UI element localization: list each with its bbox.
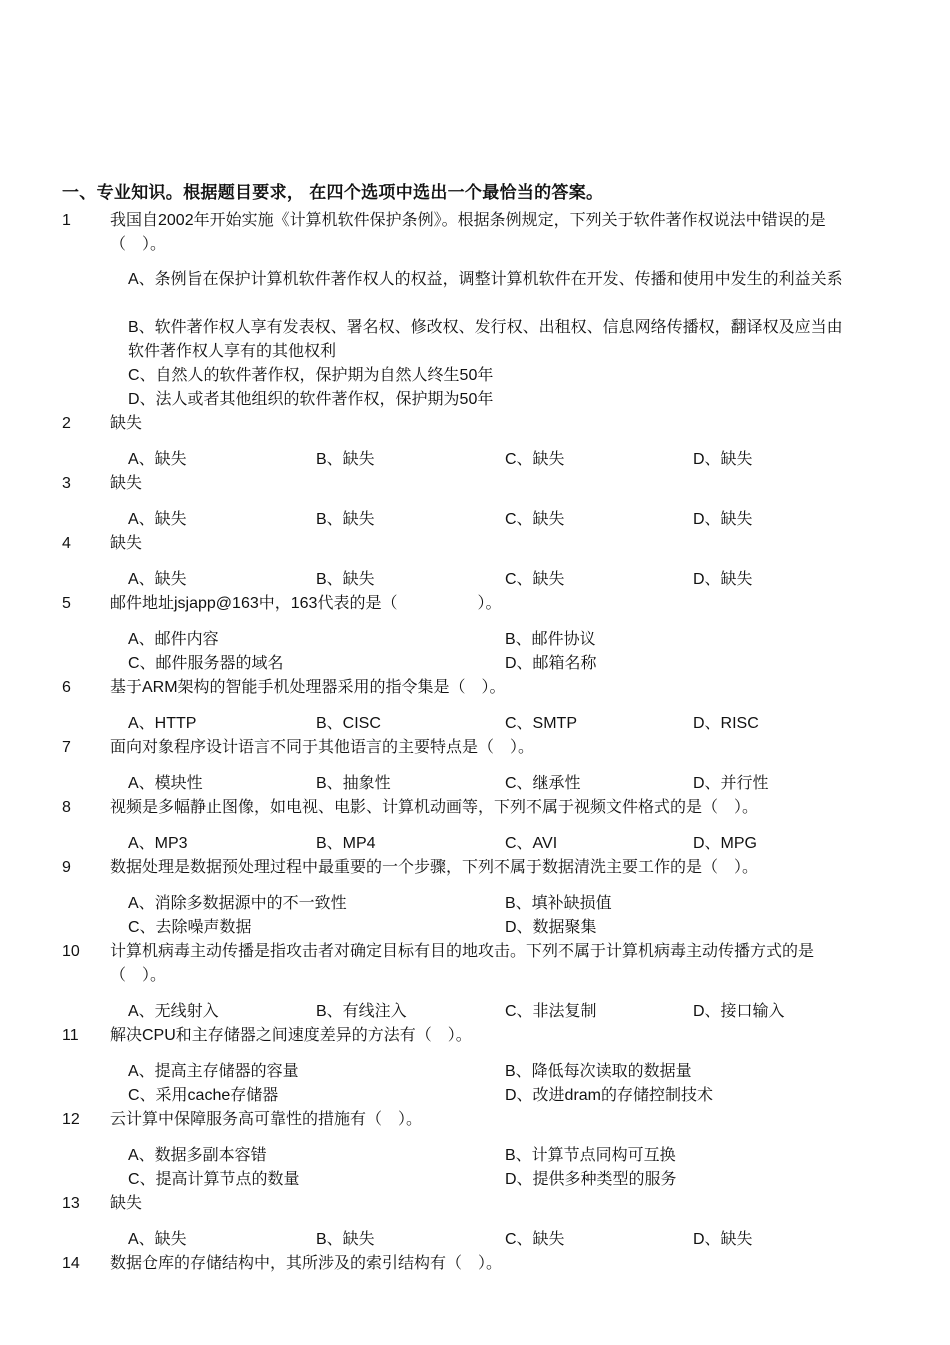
option-c: C、缺失 xyxy=(505,451,565,468)
option-b: B、邮件协议 xyxy=(505,631,596,648)
option-b: B、软件著作权人享有发表权、署名权、修改权、发行权、出租权、信息网络传播权，翻译权及应当由软件著作权人享有的其他权利 xyxy=(128,319,843,360)
option-a: A、无线射入 xyxy=(128,1003,219,1020)
option-c: C、SMTP xyxy=(505,715,578,732)
option-a: A、缺失 xyxy=(128,451,187,468)
option-b: B、抽象性 xyxy=(316,775,391,792)
option-c: C、缺失 xyxy=(505,1231,565,1248)
option-d: D、RISC xyxy=(693,715,759,732)
option-d: D、改进dram的存储控制技术 xyxy=(505,1087,714,1104)
question-number: 12 xyxy=(62,1111,80,1128)
option-d: D、MPG xyxy=(693,835,758,852)
option-c: C、采用cache存储器 xyxy=(128,1087,279,1104)
option-d: D、邮箱名称 xyxy=(505,655,597,672)
question-text: 视频是多幅静止图像，如电视、电影、计算机动画等，下列不属于视频文件格式的是（ ）。 xyxy=(110,799,759,816)
option-d: D、缺失 xyxy=(693,571,753,588)
question-number: 5 xyxy=(62,595,71,612)
option-d: D、缺失 xyxy=(693,451,753,468)
option-a: A、MP3 xyxy=(128,835,188,852)
question-text: 缺失 xyxy=(110,475,143,492)
option-d: D、并行性 xyxy=(693,775,769,792)
question-text: 数据仓库的存储结构中，其所涉及的索引结构有（ ）。 xyxy=(110,1255,503,1272)
section-heading: 一、专业知识。根据题目要求， 在四个选项中选出一个最恰当的答案。 xyxy=(62,183,604,202)
option-c: C、邮件服务器的域名 xyxy=(128,655,284,672)
question-text: 缺失 xyxy=(110,415,143,432)
question-number: 3 xyxy=(62,475,71,492)
option-b: B、计算节点同构可互换 xyxy=(505,1147,676,1164)
option-a: A、邮件内容 xyxy=(128,631,219,648)
option-a: A、缺失 xyxy=(128,1231,187,1248)
option-c: C、继承性 xyxy=(505,775,581,792)
question-number: 11 xyxy=(62,1027,79,1044)
option-b: B、缺失 xyxy=(316,1231,375,1248)
option-c: C、去除噪声数据 xyxy=(128,919,252,936)
question-number: 9 xyxy=(62,859,71,876)
option-c: C、AVI xyxy=(505,835,558,852)
question-number: 10 xyxy=(62,943,80,960)
question-text: 邮件地址jsjapp@163中，163代表的是（ ）。 xyxy=(110,595,502,612)
option-d: D、法人或者其他组织的软件著作权，保护期为50年 xyxy=(128,391,494,408)
option-a: A、模块性 xyxy=(128,775,203,792)
option-c: C、缺失 xyxy=(505,511,565,528)
question-number: 8 xyxy=(62,799,71,816)
question-number: 14 xyxy=(62,1255,80,1272)
option-d: D、数据聚集 xyxy=(505,919,597,936)
option-b: B、CISC xyxy=(316,715,381,732)
question-text: 面向对象程序设计语言不同于其他语言的主要特点是（ ）。 xyxy=(110,739,535,756)
question-number: 6 xyxy=(62,679,71,696)
option-d: D、缺失 xyxy=(693,1231,753,1248)
question-text: 基于ARM架构的智能手机处理器采用的指令集是（ ）。 xyxy=(110,679,506,696)
option-b: B、填补缺损值 xyxy=(505,895,612,912)
option-b: B、MP4 xyxy=(316,835,376,852)
option-b: B、缺失 xyxy=(316,571,375,588)
question-number: 2 xyxy=(62,415,71,432)
question-number: 4 xyxy=(62,535,71,552)
option-a: A、消除多数据源中的不一致性 xyxy=(128,895,347,912)
option-a: A、数据多副本容错 xyxy=(128,1147,267,1164)
option-c: C、缺失 xyxy=(505,571,565,588)
option-b: B、缺失 xyxy=(316,511,375,528)
option-d: D、接口输入 xyxy=(693,1003,785,1020)
option-c: C、提高计算节点的数量 xyxy=(128,1171,300,1188)
option-d: D、缺失 xyxy=(693,511,753,528)
question-text: 计算机病毒主动传播是指攻击者对确定目标有目的地攻击。下列不属于计算机病毒主动传播方式的是（ ）。 xyxy=(110,943,815,984)
option-a: A、HTTP xyxy=(128,715,197,732)
option-c: C、非法复制 xyxy=(505,1003,597,1020)
question-number: 13 xyxy=(62,1195,80,1212)
question-text: 我国自2002年开始实施《计算机软件保护条例》。根据条例规定，下列关于软件著作权说法中错误的是（ ）。 xyxy=(110,212,826,253)
question-text: 云计算中保障服务高可靠性的措施有（ ）。 xyxy=(110,1111,423,1128)
option-b: B、缺失 xyxy=(316,451,375,468)
option-c: C、自然人的软件著作权，保护期为自然人终生50年 xyxy=(128,367,494,384)
question-number: 1 xyxy=(62,212,71,229)
option-a: A、条例旨在保护计算机软件著作权人的权益，调整计算机软件在开发、传播和使用中发生的利益关系 xyxy=(128,271,843,288)
question-text: 缺失 xyxy=(110,535,143,552)
option-a: A、缺失 xyxy=(128,511,187,528)
option-b: B、有线注入 xyxy=(316,1003,407,1020)
question-text: 缺失 xyxy=(110,1195,143,1212)
option-a: A、提高主存储器的容量 xyxy=(128,1063,299,1080)
option-a: A、缺失 xyxy=(128,571,187,588)
question-number: 7 xyxy=(62,739,71,756)
question-text: 数据处理是数据预处理过程中最重要的一个步骤，下列不属于数据清洗主要工作的是（ ）。 xyxy=(110,859,759,876)
question-text: 解决CPU和主存储器之间速度差异的方法有（ ）。 xyxy=(110,1027,472,1044)
option-d: D、提供多种类型的服务 xyxy=(505,1171,677,1188)
option-b: B、降低每次读取的数据量 xyxy=(505,1063,692,1080)
